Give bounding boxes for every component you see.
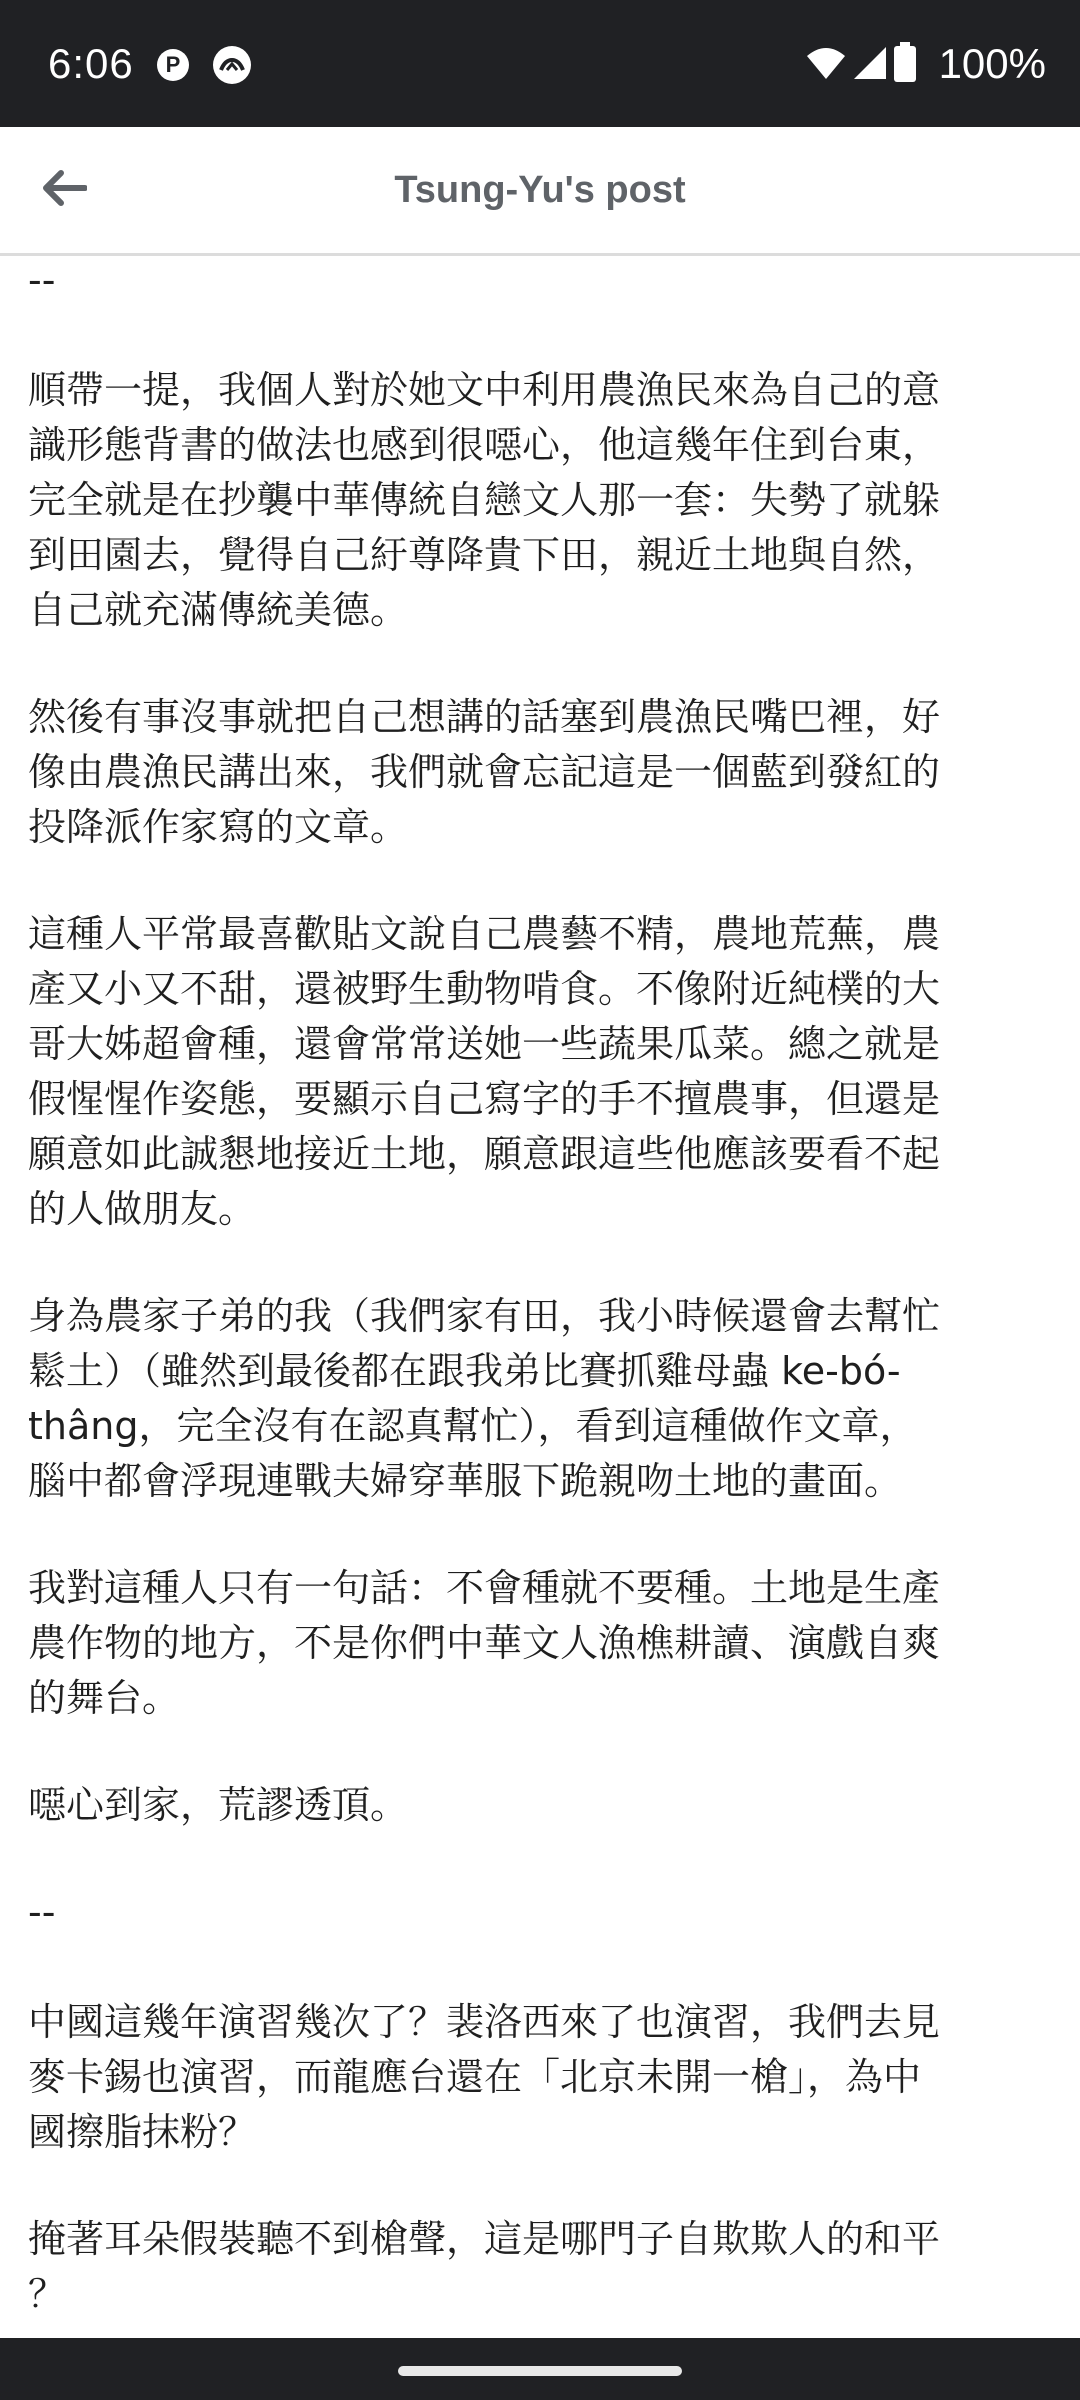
battery-icon [894,42,916,86]
home-gesture-handle[interactable] [398,2366,682,2376]
wifi-icon [806,46,846,84]
cloud-notification-icon [213,46,251,84]
post-paragraph: -- [28,1890,56,1934]
post-paragraph: 掩著耳朵假裝聽不到槍聲，這是哪門子自欺欺人的和平 ？ [28,2217,941,2316]
post-paragraph: 然後有事沒事就把自己想講的話塞到農漁民嘴巴裡，好 像由農漁民講出來，我們就會忘記這是一個藍到發紅的 投降派作家寫的文章。 [28,695,941,849]
post-paragraph: 中國這幾年演習幾次了？裴洛西來了也演習，我們去見 麥卡錫也演習，而龍應台還在「北京未開一槍」，為中 國擦脂抹粉？ [28,2000,941,2154]
system-navigation-bar [0,2338,1080,2400]
page-title: Tsung-Yu's post [394,169,686,211]
post-paragraph: 身為農家子弟的我（我們家有田，我小時候還會去幫忙 鬆土）（雖然到最後都在跟我弟比賽抓雞母蟲 ke-bó- thâng，完全沒有在認真幫忙），看到這種做作文章， 腦中都會浮現連戰夫婦穿華服下跪親吻土地的畫面。 [28,1294,941,1503]
post-paragraph: 順帶一提，我個人對於她文中利用農漁民來為自己的意 識形態背書的做法也感到很噁心，他這幾年住到台東， 完全就是在抄襲中華傳統自戀文人那一套：失勢了就躲 到田園去，覺得自己紆尊降貴下田，親近土地與自然， 自己就充滿傳統美德。 [28,368,941,632]
back-button[interactable] [24,150,104,230]
status-time: 6:06 [48,40,134,87]
post-paragraph: 噁心到家，荒謬透頂。 [28,1783,409,1827]
p-notification-icon: P [157,49,189,81]
battery-percent: 100% [938,40,1046,87]
post-body [28,253,1058,2333]
post-paragraph: 這種人平常最喜歡貼文說自己農藝不精，農地荒蕪，農 產又小又不甜，還被野生動物啃食。不像附近純樸的大 哥大姊超會種，還會常常送她一些蔬果瓜菜。總之就是 假惺惺作姿態，要顯示自己寫字的手不擅農事，但還是 願意如此誠懇地接近土地，願意跟這些他應該要看不起 的人做朋友。 [28,912,941,1231]
arrow-left-icon [41,168,87,212]
status-bar [0,0,1080,127]
post-paragraph: -- [28,258,56,302]
signal-icon [853,46,887,84]
post-paragraph: 我對這種人只有一句話：不會種就不要種。土地是生產 農作物的地方，不是你們中華文人漁樵耕讀、演戲自爽 的舞台。 [28,1566,941,1720]
app-header [0,127,1080,256]
